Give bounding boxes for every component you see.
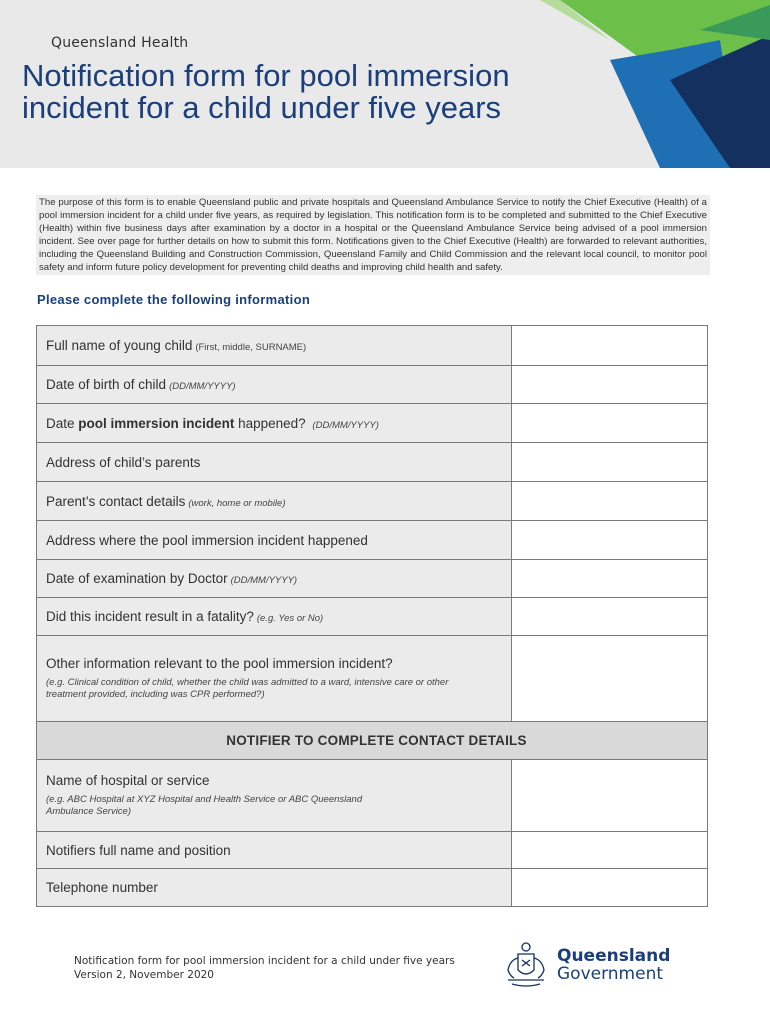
telephone-label: Telephone number [37, 869, 512, 907]
notifier-heading-row [37, 722, 708, 760]
child-name-field[interactable] [512, 326, 708, 366]
dob-hint: (DD/MM/YYYY) [169, 381, 236, 392]
parents-address-label: Address of child’s parents [37, 443, 512, 482]
form-row-exam-date [37, 560, 708, 598]
hospital-field[interactable] [512, 760, 708, 832]
incident-address-label: Address where the pool immersion incident happened [37, 521, 512, 560]
other-info-label: Other information relevant to the pool immersion incident? (e.g. Clinical condition of child, whether the child was admitted to a ward, intensive care or other treatment provided, including was CPR performed?) [37, 636, 512, 722]
hospital-label: Name of hospital or service (e.g. ABC Hospital at XYZ Hospital and Health Service or ABC Queensland Ambulance Service) [37, 760, 512, 832]
parent-contact-label: Parent’s contact details (work, home or mobile) [37, 482, 512, 521]
form-table [36, 325, 708, 907]
dob-label: Date of birth of child (DD/MM/YYYY) [37, 366, 512, 404]
footer-version: Version 2, November 2020 [74, 969, 214, 981]
fatality-hint: (e.g. Yes or No) [256, 613, 324, 624]
form-row-hospital [37, 760, 708, 832]
corner-decoration [540, 0, 770, 168]
form-row-telephone [37, 869, 708, 907]
incident-date-hint: (DD/MM/YYYY) [312, 419, 379, 431]
incident-date-field[interactable] [512, 404, 708, 443]
notifier-name-label: Notifiers full name and position [37, 832, 512, 869]
form-row-other-info [37, 636, 708, 722]
page-title: Notification form for pool immersion incident for a child under five years [22, 58, 510, 125]
form-row-fatality [37, 598, 708, 636]
form-row-incident-date [37, 404, 708, 443]
incident-address-field[interactable] [512, 521, 708, 560]
parent-contact-hint: (work, home or mobile) [188, 497, 286, 509]
fatality-label: Did this incident result in a fatality? (e.g. Yes or No) [37, 598, 512, 636]
coat-of-arms-icon [500, 940, 552, 990]
form-row-child-name [37, 326, 708, 366]
fatality-field[interactable] [512, 598, 708, 636]
notifier-heading: NOTIFIER TO COMPLETE CONTACT DETAILS [37, 722, 708, 760]
notifier-name-field[interactable] [512, 832, 708, 869]
other-info-hint: (e.g. Clinical condition of child, whether the child was admitted to a ward, intensive care or other treatment provided, including was CPR performed?) [46, 677, 449, 700]
form-row-dob [37, 366, 708, 404]
other-info-field[interactable] [512, 636, 708, 722]
gov-name-line1: Queensland [557, 946, 671, 966]
telephone-field[interactable] [512, 869, 708, 907]
header-band [0, 0, 770, 168]
form-row-parent-contact [37, 482, 708, 521]
section-heading: Please complete the following information [37, 292, 311, 307]
parent-contact-field[interactable] [512, 482, 708, 521]
child-name-hint: (First, middle, SURNAME) [195, 342, 307, 353]
form-row-incident-address [37, 521, 708, 560]
form-row-notifier-name [37, 832, 708, 869]
exam-date-label: Date of examination by Doctor (DD/MM/YYYY) [37, 560, 512, 598]
intro-paragraph: The purpose of this form is to enable Queensland public and private hospitals and Queensland Ambulance Service to notify the Chief Executive (Health) of a pool immersion incident for a child under five years, as required by legislation. This notification form is to be completed and submitted to the Chief Executive (Health) within five business days after examination by a doctor in a hospital or the Queensland Ambulance Service being advised of a pool immersion incident. See over page for further details on how to submit this form. Notifications given to the Chief Executive (Health) are forwarded to relevant authorities, including the Queensland Building and Construction Commission, Queensland Family and Child Commission and the relevant local council, to monitor pool safety and inform future policy development for preventing child deaths and improving child health and safety. [36, 195, 710, 275]
footer-doc-title: Notification form for pool immersion incident for a child under five years [74, 955, 455, 967]
exam-date-field[interactable] [512, 560, 708, 598]
dob-field[interactable] [512, 366, 708, 404]
child-name-label: Full name of young child (First, middle, SURNAME) [37, 326, 512, 366]
gov-name-line2: Government [557, 964, 664, 984]
hospital-hint: (e.g. ABC Hospital at XYZ Hospital and Health Service or ABC Queensland Ambulance Service) [46, 794, 363, 817]
exam-date-hint: (DD/MM/YYYY) [230, 575, 298, 586]
parents-address-field[interactable] [512, 443, 708, 482]
form-row-parents-address [37, 443, 708, 482]
footer [74, 954, 455, 982]
org-name: Queensland Health [51, 35, 189, 51]
incident-date-label: Date pool immersion incident happened? (DD/MM/YYYY) [37, 404, 512, 443]
government-logo-text [557, 947, 670, 983]
